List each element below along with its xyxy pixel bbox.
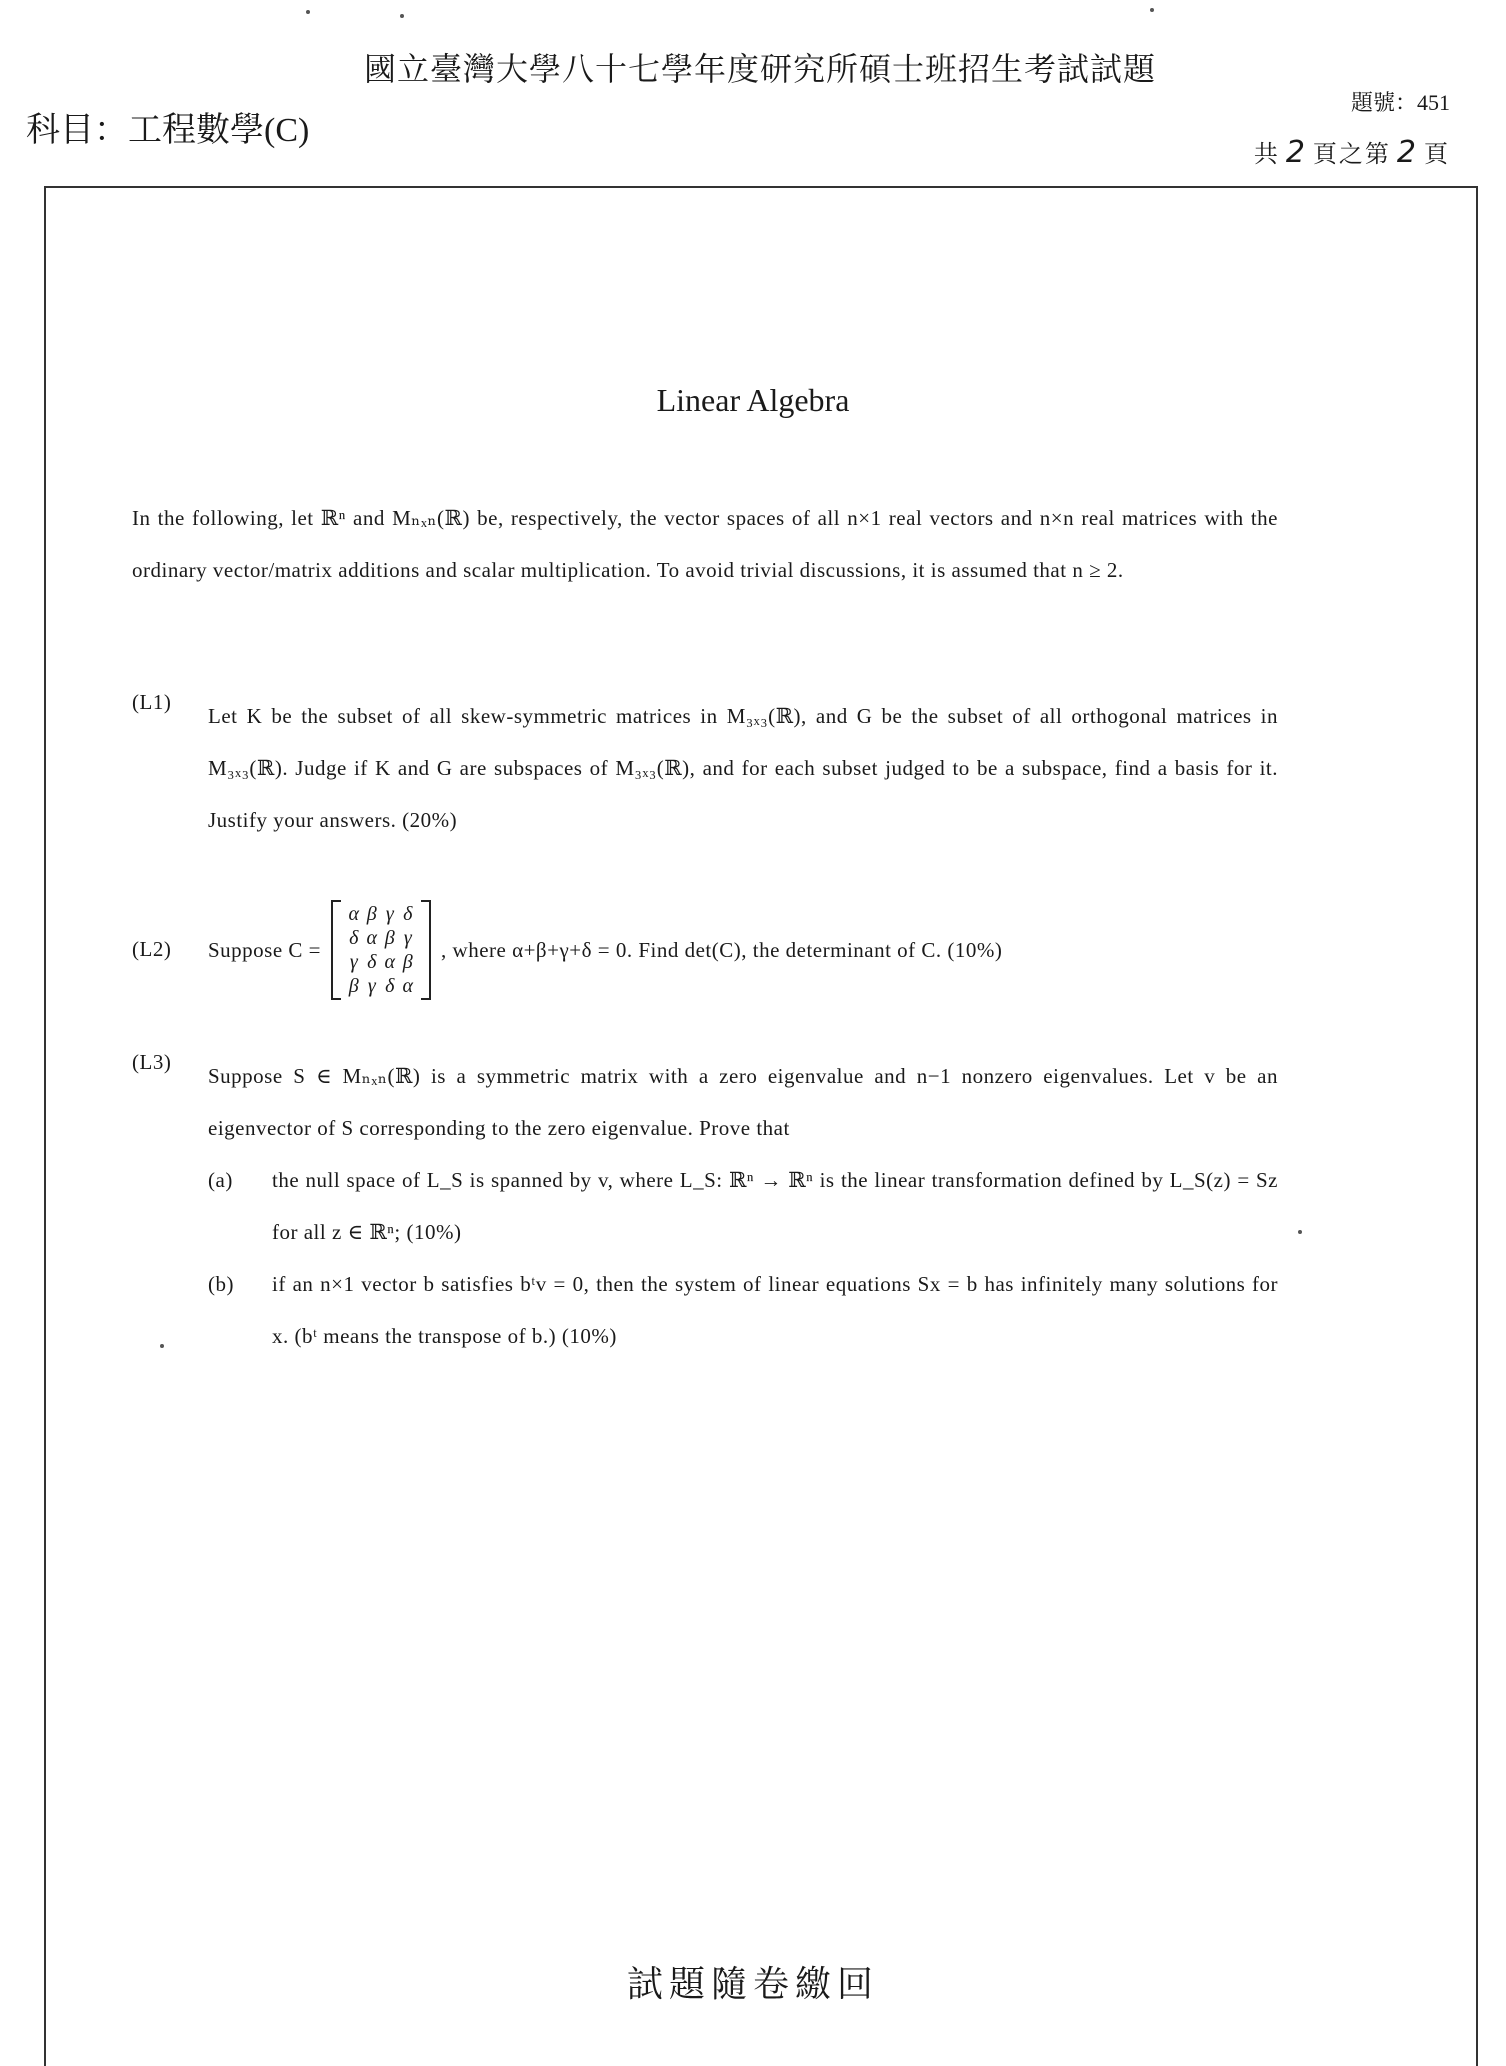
subject-label: 科目：工程數學(C) <box>26 112 310 149</box>
subitem-text: the null space of L_S is spanned by v, where L_S: ℝⁿ → ℝⁿ is the linear transformation defined by L_S(z) = Sz for all z ∈ ℝⁿ; (10%) <box>272 1168 1278 1244</box>
footer-note: 試題隨卷繳回 <box>626 1964 879 2004</box>
matrix-cell: γ <box>403 927 413 949</box>
matrix-cell: δ <box>367 951 377 973</box>
subitem-a <box>208 1154 1278 1258</box>
page-middle: 頁之第 <box>1312 142 1391 168</box>
matrix-equation <box>208 895 1278 1005</box>
scan-speck <box>1150 8 1154 12</box>
matrix-cell: β <box>366 903 378 925</box>
problem-l3 <box>132 1050 1278 1362</box>
subitem-label: (b) <box>208 1272 234 1296</box>
problem-l1 <box>132 690 1278 846</box>
matrix-cell: γ <box>349 951 359 973</box>
section-title: Linear Algebra <box>656 382 850 418</box>
page-count <box>1254 134 1450 170</box>
problem-label: (L3) <box>132 1050 172 1074</box>
matrix-cell: δ <box>403 903 413 925</box>
matrix-row <box>345 950 417 974</box>
subitem-label: (a) <box>208 1168 233 1192</box>
matrix-row <box>345 902 417 926</box>
matrix-cell: α <box>366 927 378 949</box>
matrix-row <box>345 974 417 998</box>
matrix-cell: α <box>348 903 360 925</box>
problem-label: (L2) <box>132 937 172 961</box>
problem-text: Suppose S ∈ Mₙₓₙ(ℝ) is a symmetric matrix with a zero eigenvalue and n−1 nonzero eigenvalues. Let v be an eigenvector of S corresponding to the zero eigenvalue. Prove that <box>208 1064 1278 1140</box>
page-current-handwritten: 2 <box>1396 135 1418 170</box>
matrix-cell: γ <box>367 975 377 997</box>
matrix-cell: β <box>402 951 414 973</box>
subitem-text: if an n×1 vector b satisfies bᵗv = 0, then the system of linear equations Sx = b has infinitely many solutions for x. (bᵗ means the transpose of b.) (10%) <box>272 1272 1278 1348</box>
matrix-cell: α <box>402 975 414 997</box>
page-suffix: 頁 <box>1424 142 1450 168</box>
page-total-handwritten: 2 <box>1285 135 1307 170</box>
problem-l2 <box>132 895 1278 1005</box>
matrix-prefix: Suppose C = <box>208 938 322 962</box>
problem-text: Let K be the subset of all skew-symmetric matrices in M₃ₓ₃(ℝ), and G be the subset of all orthogonal matrices in M₃ₓ₃(ℝ). Judge if K and G are subspaces of M₃ₓ₃(ℝ), and for each subset judged to be a subspace, find a basis for it. Justify your answers. (20%) <box>208 704 1278 832</box>
intro-paragraph: In the following, let ℝⁿ and Mₙₓₙ(ℝ) be, respectively, the vector spaces of all n×1 real vectors and n×n real matrices with the ordinary vector/matrix additions and scalar multiplication. To avoid trivial discussions, it is assumed that n ≥ 2. <box>132 506 1278 582</box>
exam-header-title: 國立臺灣大學八十七學年度研究所碩士班招生考試試題 <box>363 51 1156 87</box>
matrix-cell: α <box>384 951 396 973</box>
matrix-cell: β <box>348 975 360 997</box>
problem-body <box>208 1050 1278 1362</box>
scan-speck <box>400 14 404 18</box>
scan-speck <box>1298 1230 1302 1234</box>
page-prefix: 共 <box>1253 142 1280 168</box>
exam-code: 題號：451 <box>1350 90 1450 115</box>
matrix-cell: β <box>384 927 396 949</box>
matrix-suffix: , where α+β+γ+δ = 0. Find det(C), the determinant of C. (10%) <box>441 938 1003 962</box>
matrix-cell: δ <box>385 975 395 997</box>
scan-speck <box>160 1344 164 1348</box>
problem-label: (L1) <box>132 690 172 714</box>
subitem-b <box>208 1258 1278 1362</box>
matrix-cell: δ <box>349 927 359 949</box>
matrix-row <box>345 926 417 950</box>
matrix-cell: γ <box>385 903 395 925</box>
matrix-c <box>331 900 431 1000</box>
scan-speck <box>306 10 310 14</box>
problem-body <box>208 895 1278 1005</box>
